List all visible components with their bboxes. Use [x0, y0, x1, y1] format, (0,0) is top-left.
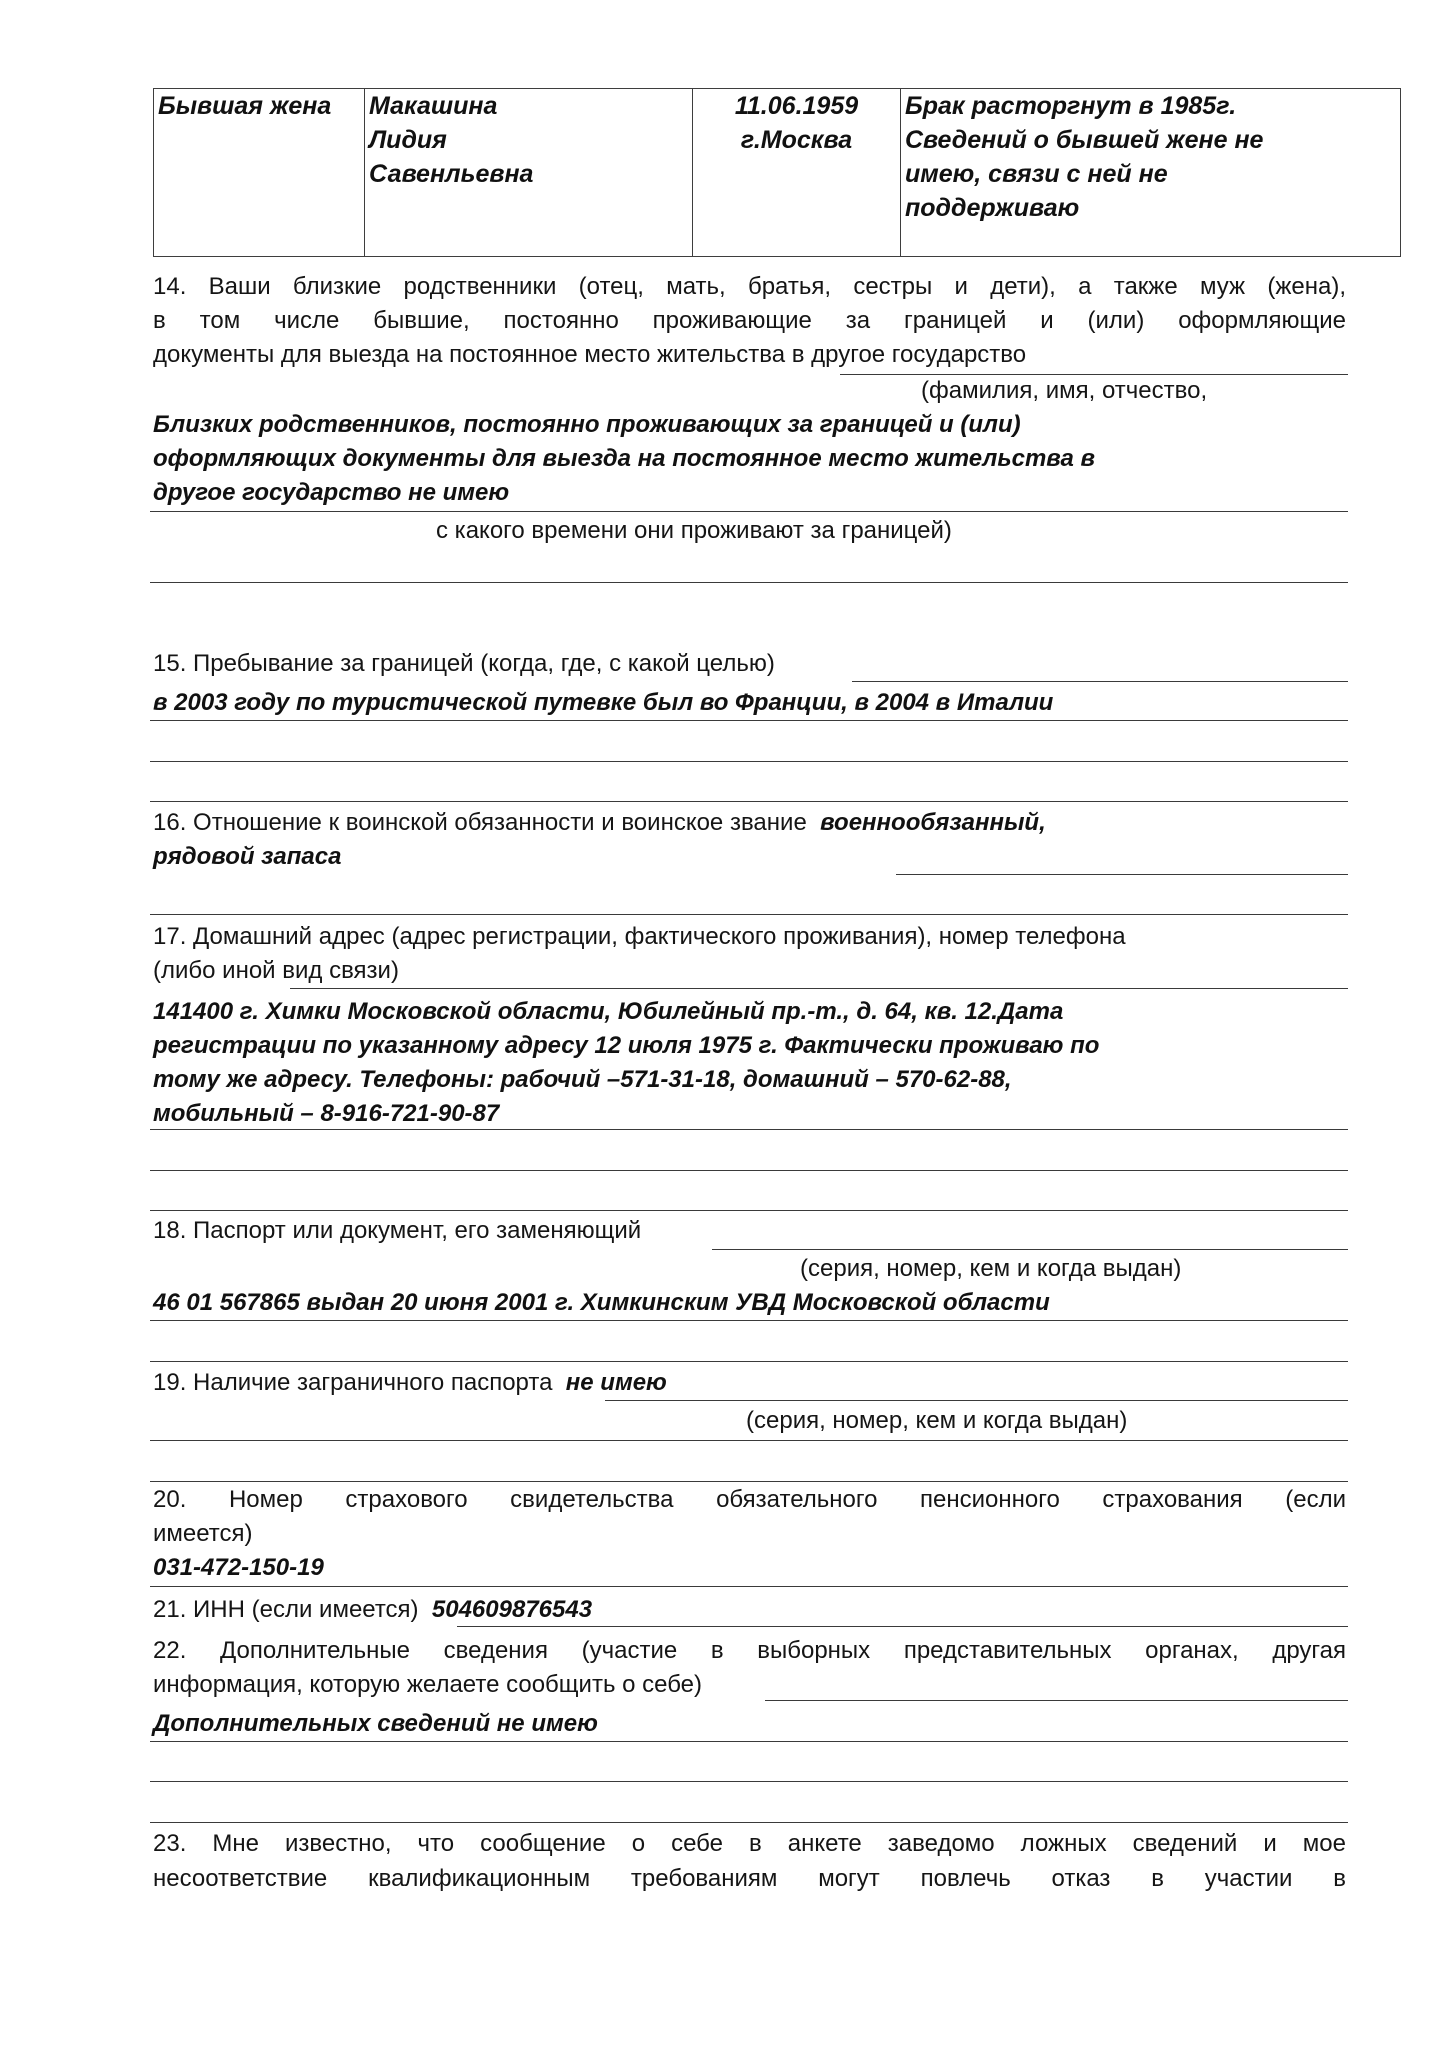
q22-answer: Дополнительных сведений не имею [153, 1710, 598, 1737]
q18-label: 18. Паспорт или документ, его заменяющий [153, 1217, 642, 1244]
surname: Макашина [369, 92, 498, 120]
q17-answer-underline [150, 1129, 1348, 1130]
table-row [154, 89, 1401, 257]
relation-cell [154, 89, 365, 257]
birth-place: г.Москва [740, 126, 853, 154]
q14-hint-1: (фамилия, имя, отчество, [921, 377, 1208, 404]
q17-answer-line-2: регистрации по указанному адресу 12 июля 1975 г. Фактически проживаю по [153, 1032, 1100, 1059]
q21-underline [457, 1626, 1348, 1627]
q23-text-line-1: 23. Мне известно, что сообщение о себе в анкете заведомо ложных сведений и мое [153, 1830, 1346, 1857]
q18-blank-line [150, 1361, 1348, 1362]
note-line: поддерживаю [905, 194, 1080, 222]
patronymic: Савенльевна [369, 160, 534, 188]
q21-label-line [153, 1593, 592, 1627]
q21-answer: 504609876543 [431, 1596, 593, 1623]
q14-hint-2: с какого времени они проживают за границей) [436, 517, 952, 544]
q23-text-line-2: несоответствие квалификационным требованиям могут повлечь отказ в участии в [153, 1865, 1346, 1892]
q21-label: 21. ИНН (если имеется) [153, 1596, 419, 1623]
q17-label-line-1: 17. Домашний адрес (адрес регистрации, фактического проживания), номер телефона [153, 923, 1126, 950]
note-line: имею, связи с ней не [905, 160, 1168, 188]
note-cell [901, 89, 1401, 257]
q14-answer-underline [150, 511, 1348, 512]
q22-blank-line-2 [150, 1822, 1348, 1823]
q14-answer-line-2: оформляющих документы для выезда на постоянное место жительства в [153, 445, 1095, 472]
q20-label-line-1: 20. Номер страхового свидетельства обязательного пенсионного страхования (если [153, 1486, 1346, 1513]
q15-label: 15. Пребывание за границей (когда, где, с какой целью) [153, 650, 775, 677]
note-line: Брак расторгнут в 1985г. [905, 92, 1237, 120]
birth-cell [693, 89, 901, 257]
q14-label-line-1: 14. Ваши близкие родственники (отец, мать, братья, сестры и дети), а также муж (жена), [153, 273, 1346, 300]
relation-value: Бывшая жена [158, 92, 332, 120]
q17-answer-line-4: мобильный – 8-916-721-90-87 [153, 1100, 500, 1127]
q15-blank-line-1 [150, 761, 1348, 762]
q15-answer: в 2003 году по туристической путевке был во Франции, в 2004 в Италии [153, 689, 1054, 716]
q16-underline [896, 874, 1348, 875]
q17-label-line-2: (либо иной вид связи) [153, 957, 399, 984]
first-name: Лидия [369, 126, 447, 154]
q22-label-line-1: 22. Дополнительные сведения (участие в выборных представительных органах, другая [153, 1637, 1346, 1664]
q18-answer-underline [150, 1320, 1348, 1321]
q22-label-line-2: информация, которую желаете сообщить о себе) [153, 1671, 703, 1698]
q20-answer: 031-472-150-19 [153, 1554, 324, 1581]
q14-answer-line-1: Близких родственников, постоянно проживающих за границей и (или) [153, 411, 1021, 438]
q15-answer-underline [150, 720, 1348, 721]
q18-underline [712, 1249, 1348, 1250]
q18-answer: 46 01 567865 выдан 20 июня 2001 г. Химкинским УВД Московской области [153, 1289, 1050, 1316]
q16-blank-line [150, 914, 1348, 915]
q14-blank-line [150, 582, 1348, 583]
q16-answer-part1: военнообязанный, [820, 809, 1046, 836]
q16-label-line [153, 806, 1046, 840]
full-name-cell [365, 89, 693, 257]
note-line: Сведений о бывшей жене не [905, 126, 1264, 154]
q14-label-line-3: документы для выезда на постоянное место жительства в другое государство [153, 341, 1027, 368]
q18-hint: (серия, номер, кем и когда выдан) [800, 1255, 1182, 1282]
q22-underline [765, 1700, 1348, 1701]
q19-hint: (серия, номер, кем и когда выдан) [746, 1407, 1128, 1434]
q19-blank-line-1 [150, 1440, 1348, 1441]
q19-answer: не имею [565, 1369, 667, 1396]
q19-label-line [153, 1366, 667, 1400]
q19-blank-line-2 [150, 1481, 1348, 1482]
q15-blank-line-2 [150, 801, 1348, 802]
q17-answer-line-1: 141400 г. Химки Московской области, Юбилейный пр.-т., д. 64, кв. 12.Дата [153, 998, 1064, 1025]
q20-answer-underline [150, 1586, 1348, 1587]
q22-answer-underline [150, 1741, 1348, 1742]
birth-date: 11.06.1959 [734, 92, 859, 120]
relatives-table [153, 88, 1401, 257]
q14-answer-line-3: другое государство не имею [153, 479, 510, 506]
q14-label-line-2: в том числе бывшие, постоянно проживающие за границей и (или) оформляющие [153, 307, 1346, 334]
q17-blank-line-2 [150, 1210, 1348, 1211]
q17-underline [290, 988, 1348, 989]
q20-label-line-2: имеется) [153, 1520, 253, 1547]
q16-label: 16. Отношение к воинской обязанности и воинское звание [153, 809, 807, 836]
q15-underline [852, 681, 1348, 682]
q19-underline [605, 1400, 1348, 1401]
q17-blank-line-1 [150, 1170, 1348, 1171]
q19-label: 19. Наличие заграничного паспорта [153, 1369, 553, 1396]
q17-answer-line-3: тому же адресу. Телефоны: рабочий –571-31-18, домашний – 570-62-88, [153, 1066, 1012, 1093]
q22-blank-line-1 [150, 1781, 1348, 1782]
q16-answer-part2: рядовой запаса [153, 843, 342, 870]
